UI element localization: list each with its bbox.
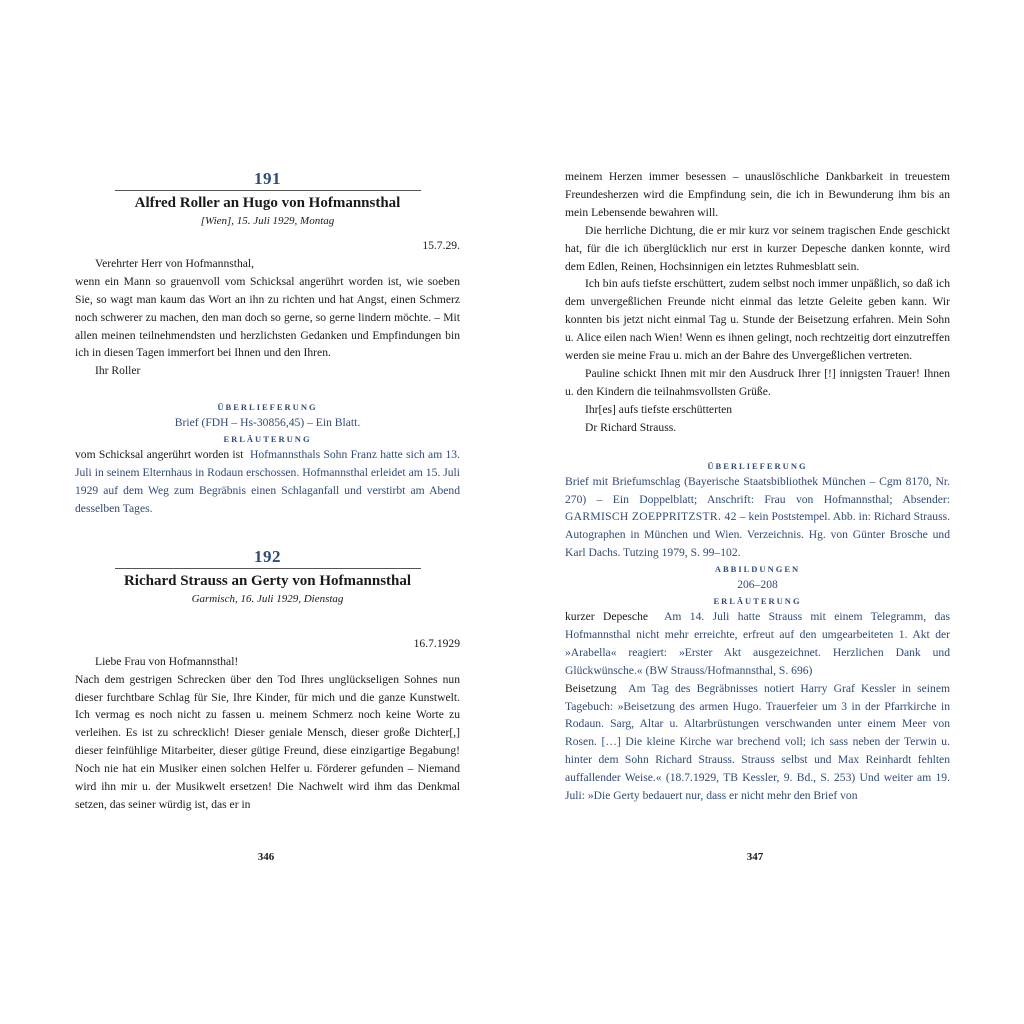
note [565,608,950,680]
ueberlieferung-text: Brief (FDH – Hs-30856,45) – Ein Blatt. [174,416,361,430]
erlaeuterung-heading: ERLÄUTERUNG [223,434,312,445]
right-page [565,168,950,805]
note-text: Am 14. Juli hatte Strauss mit einem Telegramm, das Hofmannsthal nicht mehr erreichte, erfreut auf den umgearbeiteten 1. Akt der »Arabella« reagiert: »Erster Akt ausgezeichnet. Herzlichen Dank und Glückwünsche.« (BW Strauss/Hofmannsthal, S. 696) [565,610,950,677]
letter-date: 15.7.29. [422,239,460,252]
ueberlieferung-text [565,473,950,563]
letter-body: meinem Herzen immer besessen – unauslöschliche Dankbarkeit in treuestem Freundesherzen wird die Empfindung sein, die ich in Bewunderung ihm bis an mein Lebensende bewahren will. [565,170,950,219]
note-term: Beisetzung [565,681,617,695]
letter-paragraph: Pauline schickt Ihnen mit mir den Ausdruck Ihrer [!] innigsten Trauer! Ihnen u. den Kindern die teilnahmsvollsten Grüße. [565,366,950,398]
note-text: Am Tag des Begräbnisses notiert Harry Graf Kessler in seinem Tagebuch: »Beisetzung des armen Hugo. Trauerfeier um 3 in der Pfarrkirche in Rodaun. Sarg, Altar u. Altarbrüstungen verschwanden unter einem Meer von Rosen. […] Die kleine Kirche war brechend voll; ich sass neben der Terwin u. hinter dem Sohn Richard Strauss. Strauss selbst und Max Reinhardt fehlten auffallender Weise.« (18.7.1929, TB Kessler, 9. Bd., S. 253) Und weiter am 19. Juli: »Die Gerty bedauert nur, dass er nicht mehr den Brief von [565,681,950,803]
page-number: 347 [746,851,764,863]
letter-number: 191 [254,169,281,188]
note-text: Hofmannsthals Sohn Franz hatte sich am 13. Juli in seinem Elternhaus in Rodaun erschossen. Hofmannsthal erleidet am 15. Juli 1929 auf dem Weg zum Begräbnis einen Schlaganfall und verstirbt am Abend desselben Tages. [75,448,460,515]
ueberlieferung-text-part: – kein Poststempel. Abb. in: Richard Strauss. Autographen in München und Wien. Verzeichnis. Hg. von Günter Brosche und Karl Dachs. Tutzing 1979, S. 99–102. [565,510,950,560]
note-term: vom Schicksal angerührt worden ist [75,448,244,462]
letter-paragraph: Die herrliche Dichtung, die er mir kurz vor seinem tragischen Ende geschickt hat, für die ich überglücklich nur erst in kurzer Depesche danken konnte, wird dem Edlen, Reinen, Hochsinnigen ein letztes Ruhmesblatt sein. [565,223,950,273]
title-rule [115,190,421,191]
letter-body: Nach dem gestrigen Schrecken über den Tod Ihres unglückseligen Sohnes nun dieser furchtbare Schlag für Sie, Ihre Kinder, für mich und die ganze Kunstwelt. Ich vermag es noch nicht zu fassen u. meinem Schmerz noch keine Worte zu verleihen. Es ist zu schrecklich! Dieser geniale Mensch, dieser große Dichter[,] dieser feinfühlige Mitarbeiter, dieser gütige Freund, diese einzigartige Begabung! Noch nie hat ein Musiker einen solchen Helfer u. Förderer gefunden – Niemand wird ihn mir u. der Musikwelt ersetzen! Die Nachwelt wird ihm das Denkmal setzen, das seiner würdig ist, das er in [75,672,460,811]
salutation: Verehrter Herr von Hofmannsthal, [95,256,255,270]
abbildungen-text: 206–208 [737,578,778,592]
ueberlieferung-heading: ÜBERLIEFERUNG [707,460,808,471]
note [565,680,950,805]
salutation: Liebe Frau von Hofmannsthal! [95,654,239,668]
page-number: 346 [257,851,275,863]
letter-body: wenn ein Mann so grauenvoll vom Schicksal angerührt worden ist, wie soeben Sie, so wagt man kaum das Wort an ihn zu richten und hat Angst, einen Schmerz noch schwerer zu machen, den man doch so gerne, so gerne lindern möchte. – Mit allen meinen teilnehmendsten und herzlichsten Gedanken und Empfindungen bin ich in diesen Tagen immerfort bei Ihnen und den Ihren. [75,274,460,360]
letter-date: 16.7.1929 [413,636,460,650]
ueberlieferung-text-part: Brief mit Briefumschlag (Bayerische Staatsbibliothek München – Cgm 8170, Nr. 270) – Ein Doppelblatt; Anschrift: Frau von Hofmannsthal; Absender: [565,474,950,506]
left-page [75,168,460,814]
letter-subtitle: [Wien], 15. Juli 1929, Montag [200,215,335,227]
letter-number: 192 [254,546,281,566]
erlaeuterung-heading: ERLÄUTERUNG [713,596,802,607]
note [75,446,460,518]
letter-title: Richard Strauss an Gerty von Hofmannsthal [123,572,412,589]
closing: Ihr[es] aufs tiefste erschütterten [585,402,733,416]
ueberlieferung-heading: ÜBERLIEFERUNG [217,402,318,413]
note-term: kurzer Depesche [565,610,649,624]
abbildungen-heading: ABBILDUNGEN [714,564,801,575]
signature: Dr Richard Strauss. [585,420,677,434]
closing: Ihr Roller [95,364,141,378]
letter-title: Alfred Roller an Hugo von Hofmannsthal [134,195,401,211]
letter-subtitle: Garmisch, 16. Juli 1929, Dienstag [191,592,344,605]
title-rule [115,568,421,569]
sender-address: GARMISCH ZOEPPRITZSTR. 42 [565,510,737,524]
letter-paragraph: Ich bin aufs tiefste erschüttert, zudem selbst noch immer unpäßlich, so daß ich dem unvergeßlichen Freunde nicht einmal das letzte Geleite geben kann. Wir konnten bis jetzt nicht einmal Tag u. Stunde der Beisetzung erfahren. Mein Sohn u. Alice eilen nach Wien! Wenn es ihnen gelingt, noch rechtzeitig dort einzutreffen werden sie meine Frau u. mich an der Bahre des Unvergeßlichen vertreten. [565,277,950,363]
